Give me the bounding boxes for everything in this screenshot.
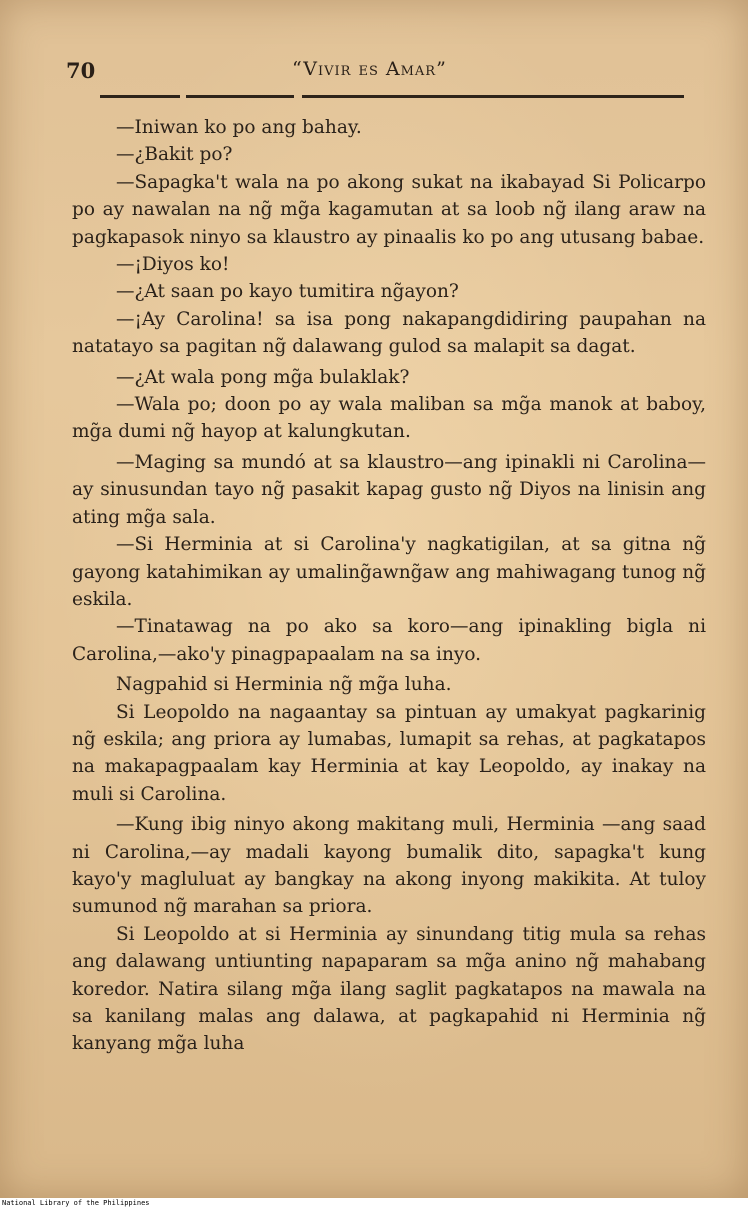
paragraph: —¿At saan po kayo tumitira ng̃ayon? — [116, 281, 459, 303]
paragraph: —Kung ibig ninyo akong makitang muli, Herminia —ang saad ni Carolina,—ay madali kayong bumalik dito, sapagka't kung kayo'y magluluat ay bangkay na akong inyong makikita. At tuloy sumunod ng̃ marahan sa priora. — [72, 814, 706, 918]
paragraph: —Iniwan ko po ang bahay. — [116, 117, 362, 138]
page-header — [66, 56, 686, 92]
paragraph: —¡Diyos ko! — [116, 254, 230, 276]
page-body-text — [72, 114, 706, 1058]
paragraph: —Wala po; doon po ay wala maliban sa mg̃a manok at baboy, mg̃a dumi ng̃ hayop at kalungkutan. — [72, 394, 706, 443]
library-credit: National Library of the Philippines — [2, 1199, 150, 1207]
page-number: 70 — [66, 58, 96, 83]
header-rule-middle — [186, 95, 294, 98]
paragraph: —Maging sa mundó at sa klaustro—ang ipinakli ni Carolina—ay sinusundan tayo ng̃ pasakit kapag gusto ng̃ Diyos na linisin ang ating mg̃a sala. — [72, 451, 706, 528]
header-rule-left — [100, 95, 180, 98]
paragraph: —¿Bakit po? — [116, 144, 233, 166]
running-title: “Vivir es Amar” — [292, 58, 447, 80]
paragraph: —Tinatawag na po ako sa koro—ang ipinakling bigla ni Carolina,—ako'y pinagpapaalam na sa inyo. — [72, 616, 706, 665]
paragraph: —¡Ay Carolina! sa isa pong nakapangdidiring paupahan na natatayo sa pagitan ng̃ dalawang gulod sa malapit sa dagat. — [72, 308, 706, 358]
paragraph: Nagpahid si Herminia ng̃ mg̃a luha. — [116, 674, 452, 696]
paragraph: Si Leopoldo na nagaantay sa pintuan ay umakyat pagkarinig ng̃ eskila; ang priora ay lumabas, lumapit sa rehas, at pagkatapos na makapagpaalam kay Herminia at kay Leopoldo, ay inakay na muli si Carolina. — [72, 701, 706, 805]
paragraph: Si Leopoldo at si Herminia ay sinundang titig mula sa rehas ang dalawang untiunting napaparam sa mg̃a anino ng̃ mahabang koredor. Natira silang mg̃a ilang saglit pagkatapos na mawala na sa kanilang malas ang dalawa, at pagkapahid ni Herminia ng̃ kanyang mg̃a luha — [72, 923, 706, 1055]
header-rule-right — [302, 95, 684, 98]
paragraph: —¿At wala pong mg̃a bulaklak? — [116, 366, 410, 388]
paragraph: —Si Herminia at si Carolina'y nagkatigilan, at sa gitna ng̃ gayong katahimikan ay umaling̃awng̃aw ang mahiwagang tunog ng̃ eskila. — [72, 534, 706, 610]
paragraph: —Sapagka't wala na po akong sukat na ikabayad Si Policarpo po ay nawalan na ng̃ mg̃a kagamutan at sa loob ng̃ ilang araw na pagkapasok ninyo sa klaustro ay pinaalis ko po ang utusang babae. — [72, 171, 706, 248]
